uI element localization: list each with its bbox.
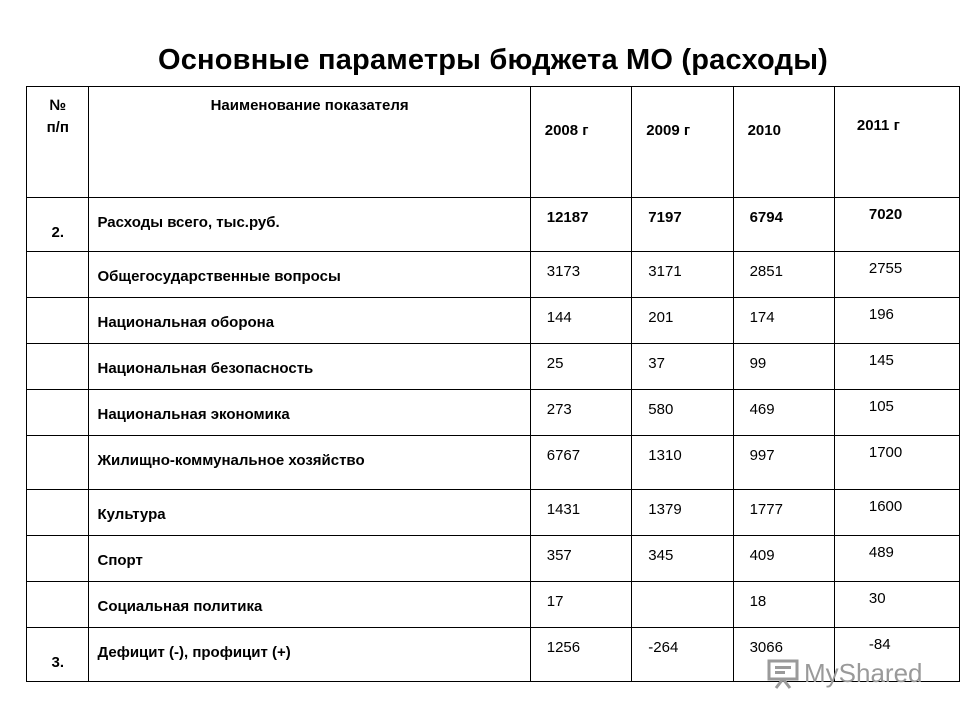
cell-value: -84 xyxy=(868,636,891,653)
cell-value: 201 xyxy=(648,309,674,326)
budget-table xyxy=(26,86,960,682)
presentation-icon xyxy=(766,657,800,689)
value-cell xyxy=(834,536,959,582)
cell-value: 1379 xyxy=(648,501,682,518)
value-cell xyxy=(530,536,632,582)
row-label: Национальная безопасность xyxy=(97,360,314,377)
table-row xyxy=(27,490,960,536)
row-label: Жилищно-коммунальное хозяйство xyxy=(97,452,365,469)
value-cell xyxy=(530,490,632,536)
row-label: Социальная политика xyxy=(97,598,263,615)
row-label: Культура xyxy=(97,506,166,523)
cell-value: 37 xyxy=(648,355,665,372)
table-row xyxy=(27,436,960,490)
cell-value: -264 xyxy=(648,639,679,656)
cell-value xyxy=(632,582,732,593)
cell-value: 580 xyxy=(648,401,674,418)
value-cell xyxy=(733,344,834,390)
cell-value: 18 xyxy=(749,593,767,610)
row-name-cell xyxy=(89,390,530,436)
row-number xyxy=(27,252,88,278)
cell-value: 30 xyxy=(868,590,886,607)
row-label: Общегосударственные вопросы xyxy=(97,268,341,285)
value-cell xyxy=(530,390,632,436)
cell-value: 345 xyxy=(648,547,674,564)
header-name-cell: Наименование показателя xyxy=(89,87,530,198)
row-number: 3. xyxy=(51,654,64,671)
cell-value: 3173 xyxy=(546,263,581,280)
value-cell xyxy=(530,628,632,682)
watermark-text: MyShared xyxy=(804,657,923,688)
table-body xyxy=(27,198,960,682)
value-cell xyxy=(632,344,733,390)
value-cell xyxy=(834,252,959,298)
row-number xyxy=(27,298,88,324)
row-name-cell xyxy=(89,344,530,390)
cell-value: 1431 xyxy=(546,501,581,518)
row-number-cell xyxy=(27,298,89,344)
row-number-cell xyxy=(27,344,89,390)
cell-value: 3066 xyxy=(749,639,783,656)
table-row xyxy=(27,198,960,252)
cell-value: 144 xyxy=(546,309,572,326)
row-name-cell xyxy=(89,252,530,298)
table-row xyxy=(27,536,960,582)
table-header-row xyxy=(27,87,960,198)
row-label: Дефицит (-), профицит (+) xyxy=(97,644,291,661)
watermark-logo xyxy=(766,655,946,691)
row-name-cell xyxy=(89,628,530,682)
cell-value: 99 xyxy=(749,355,767,372)
table-row xyxy=(27,582,960,628)
row-name-cell xyxy=(89,536,530,582)
row-number xyxy=(27,536,88,562)
value-cell xyxy=(632,252,733,298)
cell-value: 2851 xyxy=(749,263,783,280)
table-row xyxy=(27,390,960,436)
row-label: Национальная экономика xyxy=(97,406,290,423)
cell-value: 357 xyxy=(546,547,572,564)
value-cell xyxy=(733,536,834,582)
value-cell xyxy=(834,298,959,344)
cell-value: 145 xyxy=(868,352,894,369)
cell-value: 997 xyxy=(749,447,775,464)
value-cell xyxy=(733,436,834,490)
row-label: Спорт xyxy=(97,552,143,569)
value-cell xyxy=(530,582,632,628)
row-number: 2. xyxy=(51,224,64,241)
value-cell xyxy=(834,390,959,436)
value-cell xyxy=(632,298,733,344)
cell-value: 196 xyxy=(868,306,894,323)
value-cell xyxy=(834,198,959,252)
cell-value: 489 xyxy=(868,544,894,561)
cell-value: 1777 xyxy=(749,501,783,518)
value-cell xyxy=(530,436,632,490)
row-number-cell xyxy=(27,536,89,582)
row-name-cell xyxy=(89,198,530,252)
header-year-2010: 2010 xyxy=(733,87,834,198)
cell-value: 409 xyxy=(749,547,775,564)
value-cell xyxy=(834,490,959,536)
header-num-line1: № xyxy=(49,97,67,114)
row-number xyxy=(27,582,88,608)
row-number-cell xyxy=(27,628,89,682)
value-cell xyxy=(733,490,834,536)
value-cell xyxy=(632,198,733,252)
header-num-cell xyxy=(27,87,89,198)
row-number xyxy=(27,344,88,370)
cell-value: 1700 xyxy=(868,444,903,461)
cell-value: 6767 xyxy=(546,447,581,464)
row-number xyxy=(27,490,88,516)
value-cell xyxy=(530,344,632,390)
cell-value: 2755 xyxy=(868,260,903,277)
header-num-line2: п/п xyxy=(46,119,69,136)
cell-value: 7197 xyxy=(648,209,682,226)
cell-value: 6794 xyxy=(749,209,783,226)
cell-value: 3171 xyxy=(648,263,682,280)
value-cell xyxy=(733,582,834,628)
value-cell xyxy=(632,536,733,582)
row-label: Национальная оборона xyxy=(97,314,275,331)
cell-value: 17 xyxy=(546,593,564,610)
header-year-2011: 2011 г xyxy=(834,87,959,198)
cell-value: 469 xyxy=(749,401,775,418)
cell-value: 273 xyxy=(546,401,572,418)
cell-value: 105 xyxy=(868,398,894,415)
value-cell xyxy=(632,436,733,490)
row-number-cell xyxy=(27,390,89,436)
value-cell xyxy=(632,582,733,628)
value-cell xyxy=(733,390,834,436)
cell-value: 1600 xyxy=(868,498,903,515)
value-cell xyxy=(733,198,834,252)
row-number-cell xyxy=(27,490,89,536)
table-row xyxy=(27,252,960,298)
row-name-cell xyxy=(89,436,530,490)
row-name-cell xyxy=(89,490,530,536)
cell-value: 25 xyxy=(546,355,564,372)
cell-value: 1310 xyxy=(648,447,682,464)
row-number-cell xyxy=(27,198,89,252)
value-cell xyxy=(733,252,834,298)
value-cell xyxy=(733,298,834,344)
value-cell xyxy=(632,490,733,536)
row-number xyxy=(27,436,88,462)
value-cell xyxy=(632,628,733,682)
table-row xyxy=(27,298,960,344)
row-number xyxy=(27,390,88,416)
header-year-2009: 2009 г xyxy=(632,87,733,198)
row-number-cell xyxy=(27,582,89,628)
value-cell xyxy=(834,344,959,390)
cell-value: 7020 xyxy=(868,206,903,223)
header-year-2008: 2008 г xyxy=(530,87,632,198)
page-title: Основные параметры бюджета МО (расходы) xyxy=(157,44,829,76)
row-number-cell xyxy=(27,252,89,298)
row-name-cell xyxy=(89,582,530,628)
value-cell xyxy=(530,298,632,344)
row-label: Расходы всего, тыс.руб. xyxy=(97,214,280,231)
value-cell xyxy=(530,198,632,252)
value-cell xyxy=(834,436,959,490)
value-cell xyxy=(530,252,632,298)
cell-value: 174 xyxy=(749,309,775,326)
value-cell xyxy=(834,582,959,628)
value-cell xyxy=(632,390,733,436)
cell-value: 1256 xyxy=(546,639,581,656)
row-number-cell xyxy=(27,436,89,490)
table-row xyxy=(27,344,960,390)
cell-value: 12187 xyxy=(546,209,589,226)
row-name-cell xyxy=(89,298,530,344)
